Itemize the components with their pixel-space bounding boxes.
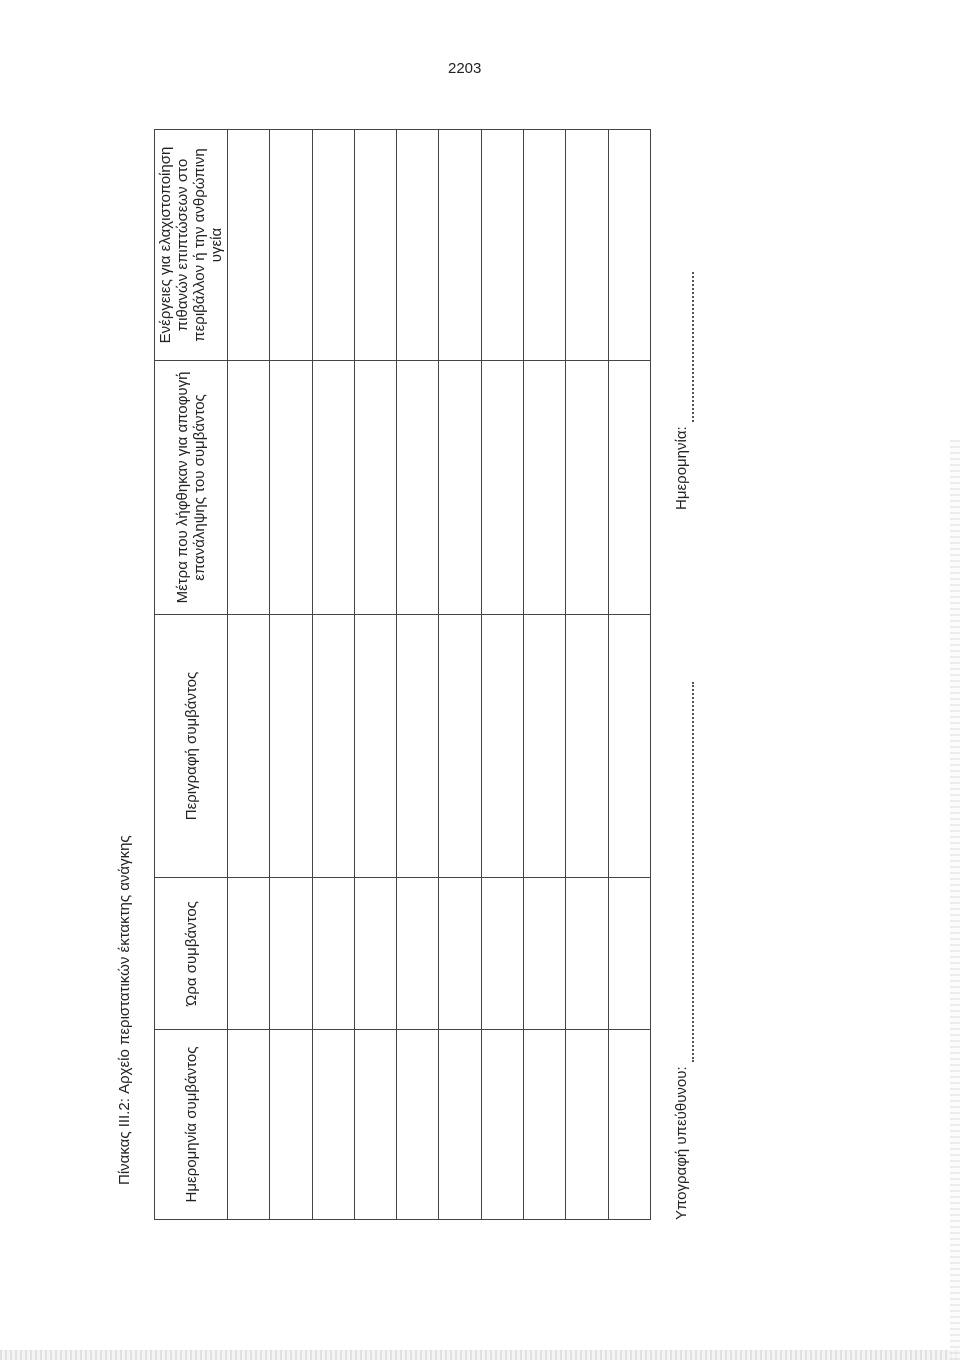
scan-edge-right [950, 440, 960, 1360]
table-cell[interactable] [354, 361, 396, 615]
table-cell[interactable] [397, 615, 439, 878]
table-row [354, 130, 396, 1220]
table-row [481, 130, 523, 1220]
table-cell[interactable] [481, 361, 523, 615]
table-cell[interactable] [524, 615, 566, 878]
table-cell[interactable] [270, 615, 312, 878]
table-body [228, 130, 651, 1220]
table-cell[interactable] [312, 878, 354, 1030]
table-cell[interactable] [608, 130, 650, 361]
column-header-date: Ημερομηνία συμβάντος [155, 1030, 228, 1220]
table-cell[interactable] [566, 130, 608, 361]
table-cell[interactable] [270, 878, 312, 1030]
table-cell[interactable] [481, 130, 523, 361]
column-header-time: Ώρα συμβάντος [155, 878, 228, 1030]
table-cell[interactable] [312, 615, 354, 878]
table-cell[interactable] [397, 361, 439, 615]
table-cell[interactable] [608, 615, 650, 878]
table-cell[interactable] [354, 1030, 396, 1220]
table-cell[interactable] [566, 361, 608, 615]
table-cell[interactable] [524, 361, 566, 615]
column-header-mitigation-actions: Ενέργειες για ελαχιστοποίηση πιθανών επιπτώσεων στο περιβάλλον ή την ανθρώπινη υγεία [155, 130, 228, 361]
table-cell[interactable] [524, 1030, 566, 1220]
signature-dotted-line[interactable] [676, 682, 694, 1062]
table-cell[interactable] [481, 878, 523, 1030]
table-cell[interactable] [228, 361, 270, 615]
table-cell[interactable] [481, 1030, 523, 1220]
table-cell[interactable] [608, 361, 650, 615]
table-cell[interactable] [439, 878, 481, 1030]
table-cell[interactable] [608, 878, 650, 1030]
table-row [228, 130, 270, 1220]
table-cell[interactable] [270, 130, 312, 361]
table-row [397, 130, 439, 1220]
table-row [270, 130, 312, 1220]
page-number: 2203 [448, 60, 482, 77]
table-cell[interactable] [439, 130, 481, 361]
table-cell[interactable] [312, 361, 354, 615]
table-row [524, 130, 566, 1220]
table-cell[interactable] [397, 878, 439, 1030]
table-cell[interactable] [439, 1030, 481, 1220]
table-cell[interactable] [354, 878, 396, 1030]
table-cell[interactable] [228, 130, 270, 361]
signature-label: Υπογραφή υπεύθυνου: [673, 1066, 690, 1220]
column-header-description: Περιγραφή συμβάντος [155, 615, 228, 878]
table-cell[interactable] [439, 361, 481, 615]
table-cell[interactable] [566, 1030, 608, 1220]
table-row [608, 130, 650, 1220]
table-cell[interactable] [228, 615, 270, 878]
signature-field [670, 682, 694, 1220]
table-cell[interactable] [566, 615, 608, 878]
column-header-preventive-measures: Μέτρα που λήφθηκαν για αποφυγή επανάληψης του συμβάντος [155, 361, 228, 615]
date-dotted-line[interactable] [676, 272, 694, 422]
table-cell[interactable] [608, 1030, 650, 1220]
table-row [566, 130, 608, 1220]
table-cell[interactable] [397, 130, 439, 361]
table-row [312, 130, 354, 1220]
table-cell[interactable] [481, 615, 523, 878]
table-cell[interactable] [228, 878, 270, 1030]
date-label: Ημερομηνία: [673, 426, 690, 510]
table-cell[interactable] [524, 878, 566, 1030]
table-cell[interactable] [270, 361, 312, 615]
table-row [439, 130, 481, 1220]
table-cell[interactable] [524, 130, 566, 361]
table-cell[interactable] [312, 1030, 354, 1220]
table-cell[interactable] [270, 1030, 312, 1220]
table-caption: Πίνακας III.2: Αρχείο περιστατικών έκτακτης ανάγκης [116, 835, 133, 1185]
table-cell[interactable] [354, 615, 396, 878]
table-cell[interactable] [228, 1030, 270, 1220]
scan-edge-bottom [0, 1350, 960, 1360]
table-cell[interactable] [439, 615, 481, 878]
table-cell[interactable] [397, 1030, 439, 1220]
table-cell[interactable] [312, 130, 354, 361]
table-cell[interactable] [566, 878, 608, 1030]
table-header-row [155, 130, 228, 1220]
emergency-incidents-table [154, 129, 651, 1220]
table-cell[interactable] [354, 130, 396, 361]
rotated-form [110, 25, 830, 1225]
date-field [670, 272, 694, 510]
